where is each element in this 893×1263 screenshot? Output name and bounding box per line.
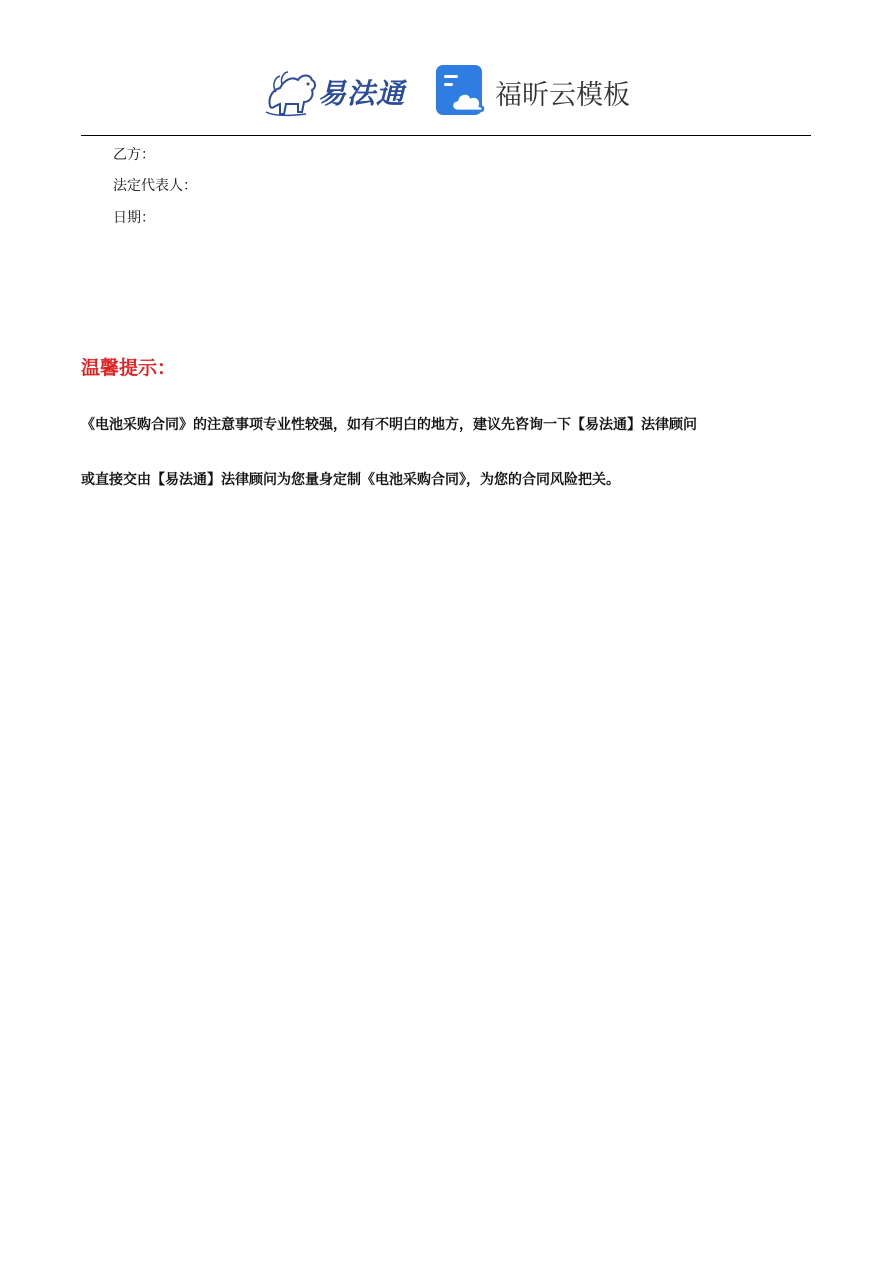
yifatong-logo-text: 易法通 bbox=[318, 77, 406, 110]
tip-title: 温馨提示： bbox=[81, 357, 177, 379]
page-header bbox=[0, 0, 893, 136]
tip-text-line-2: 或直接交由【易法通】法律顾问为您量身定制《电池采购合同》，为您的合同风险把关。 bbox=[81, 472, 620, 488]
date-label: 日期： bbox=[113, 210, 155, 226]
header-divider bbox=[81, 135, 811, 136]
party-b-label: 乙方： bbox=[113, 147, 155, 163]
legal-representative-label: 法定代表人： bbox=[113, 178, 197, 194]
tip-text-line-1: 《电池采购合同》的注意事项专业性较强，如有不明白的地方，建议先咨询一下【易法通】法律顾问 bbox=[81, 417, 697, 433]
yifatong-logo bbox=[262, 62, 412, 118]
document-cloud-icon bbox=[436, 65, 488, 117]
foxit-cloud-template-logo bbox=[436, 65, 636, 119]
qilin-mascot-icon bbox=[262, 62, 322, 118]
foxit-cloud-template-text: 福昕云模板 bbox=[495, 80, 630, 111]
